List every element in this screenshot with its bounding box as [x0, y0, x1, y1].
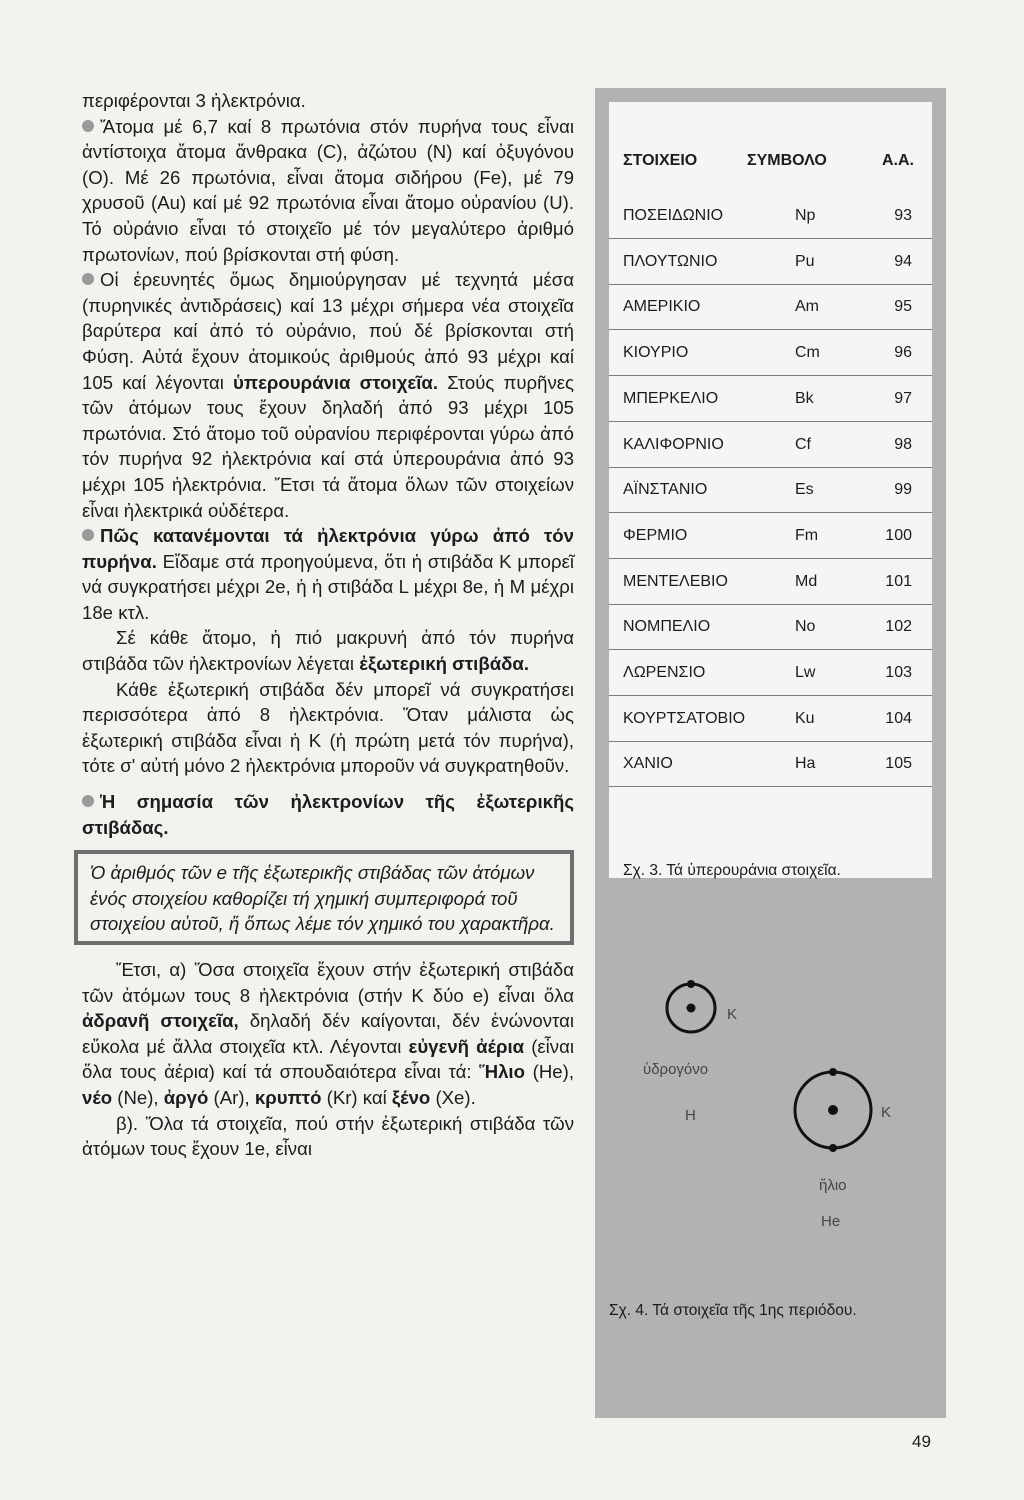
element-symbol: Bk: [795, 389, 814, 407]
term-xenon: ξένο: [391, 1086, 431, 1108]
table-row: [609, 238, 932, 285]
header-atomic-number: Α.Α.: [882, 152, 914, 169]
page-number: 49: [912, 1432, 931, 1451]
atomic-number: 101: [885, 572, 912, 590]
term-hyperuranium: ὑπερουράνια στοιχεῖα.: [233, 371, 438, 393]
term-noble-gases: εὐγενῆ ἀέρια: [408, 1035, 525, 1057]
paragraph-text: (He),: [524, 1061, 574, 1083]
paragraph-text: (Xe).: [430, 1086, 476, 1108]
element-symbol: Fm: [795, 526, 819, 544]
term-helium: Ἥλιο: [479, 1061, 525, 1083]
element-name: ΦΕΡΜΙΟ: [623, 526, 688, 544]
element-symbol: Md: [795, 572, 818, 590]
atomic-number: 104: [885, 709, 912, 727]
bullet-icon: [82, 795, 94, 807]
table-row: [609, 512, 932, 559]
figure-3-caption: Σχ. 3. Τά ὑπερουράνια στοιχεῖα.: [623, 862, 841, 879]
text-column: [82, 88, 574, 1162]
paragraph-text: Οἱ ἐρευνητές ὅμως δημιούργησαν μέ τεχνητά μέσα (πυρηνικές ἀντιδράσεις) καί 13 μέχρι σήμερα νέα στοιχεῖα βαρύτερα καί ἀπό τό οὐράνιο, πού δέ βρίσκονται στή Φύση. Αὐτά ἔχουν ἀτομικούς ἀριθμούς ἀπό 93 μέχρι καί 105 καί λέγονται: [82, 269, 574, 393]
paragraph-text: δηλαδή δέν καίγονται, δέν ἑνώνονται εὔκολα μέ ἄλλα στοιχεῖα κτλ. Λέγονται: [82, 1010, 574, 1057]
bullet-icon: [82, 529, 94, 541]
helium-electron: [829, 1068, 837, 1076]
paragraph-text: Ἔτσι, α) Ὅσα στοιχεῖα ἔχουν στήν ἐξωτερική στιβάδα τῶν ἀτόμων τους 8 ἠλεκτρόνια (στήν Κ δύο e) εἶναι ὅλα: [82, 959, 574, 1006]
atomic-number: 96: [894, 344, 912, 362]
paragraph: β). Ὅλα τά στοιχεῖα, πού στήν ἐξωτερική στιβάδα τῶν ἀτόμων τους ἔχουν 1e, εἶναι: [82, 1112, 574, 1160]
paragraph-text: Στούς πυρῆνες τῶν ἀτόμων τους ἔχουν δηλαδή ἀπό 93 μέχρι 105 πρωτόνια. Στό ἄτομο τοῦ οὐρανίου περιφέρονται γύρω ἀπό τόν πυρήνα 92 ἠλεκτρόνια καί στά ὑπερουράνια ἀπό 93 μέχρι 105 ἠλεκτρόνια. Ἔτσι τά ἄτομα ὅλων τῶν στοιχείων εἶναι ἠλεκτρικά οὐδέτερα.: [82, 371, 575, 521]
paragraph: [82, 267, 574, 523]
bullet-icon: [82, 120, 94, 132]
element-symbol: Am: [795, 298, 819, 316]
element-name: ΑΜΕΡΙΚΙΟ: [623, 298, 701, 316]
table-row: [609, 283, 932, 330]
paragraph-text: (Ne),: [112, 1086, 164, 1108]
element-symbol: Lw: [795, 664, 816, 681]
heading-text: Ἡ σημασία τῶν ἠλεκτρονίων τῆς ἐξωτερικῆς στιβάδας.: [82, 791, 574, 838]
element-name: ΚΑΛΙΦΟΡΝΙΟ: [623, 435, 724, 453]
helium-shell-label: Κ: [881, 1104, 892, 1121]
element-symbol: Cf: [795, 435, 811, 453]
element-symbol: Cm: [795, 344, 820, 362]
helium-name: ἥλιο: [819, 1177, 847, 1194]
table-row: [609, 375, 932, 422]
section-heading: Πῶς κατανέμονται τά ἠλεκτρόνια γύρω ἀπό τόν πυρήνα.: [82, 525, 574, 572]
bullet-icon: [82, 273, 94, 285]
paragraph: [82, 957, 574, 1111]
table-row: [609, 192, 932, 239]
element-name: ΛΩΡΕΝΣΙΟ: [623, 664, 706, 681]
paragraph: [82, 523, 574, 625]
table-row: [609, 695, 932, 742]
term-inert: ἀδρανῆ στοιχεῖα,: [82, 1010, 239, 1032]
element-symbol: Ha: [795, 755, 816, 773]
element-symbol: No: [795, 618, 816, 636]
paragraph: [82, 625, 574, 676]
term-argon: ἀργό: [163, 1086, 209, 1108]
atomic-number: 97: [894, 389, 912, 407]
element-name: ΚΙΟΥΡΙΟ: [623, 344, 689, 362]
paragraph: Κάθε ἐξωτερική στιβάδα δέν μπορεῖ νά συγκρατήσει περισσότερα ἀπό 8 ἠλεκτρόνια. Ὅταν μάλιστα ὡς ἐξωτερική στιβάδα εἶναι ἡ Κ (ἡ πρώτη μετά τόν πυρήνα), τότε σ' αὐτή μόνο 2 ἠλεκτρόνια μποροῦν νά συγκρατηθοῦν.: [82, 678, 574, 777]
atomic-number: 94: [894, 252, 912, 270]
atomic-number: 102: [885, 618, 912, 636]
element-name: ΜΠΕΡΚΕΛΙΟ: [623, 389, 719, 407]
helium-electron: [829, 1144, 837, 1152]
paragraph-text: Σέ κάθε ἄτομο, ἡ πιό μακρυνή ἀπό τόν πυρήνα στιβάδα τῶν ἠλεκτρονίων λέγεται: [82, 627, 574, 675]
hydrogen-name: ὑδρογόνο: [643, 1061, 709, 1078]
term-krypton: κρυπτό: [254, 1086, 322, 1108]
atomic-number: 100: [885, 526, 912, 544]
paragraph-text: Ἄτομα μέ 6,7 καί 8 πρωτόνια στόν πυρήνα τους εἶναι ἀντίστοιχα ἄτομα ἄνθρακα (C), ἀζώτου (Ν) καί ὀξυγόνου (O). Μέ 26 πρωτόνια, εἶναι ἄτομα σιδήρου (Fe), μέ 79 χρυσοῦ (Au) καί μέ 92 πρωτόνια εἶναι ἄτομο οὐρανίου (U). Τό οὐράνιο εἶναι τό στοιχεῖο μέ τόν μεγαλύτερο ἀριθμό πρωτονίων, πού βρίσκονται στή φύση.: [82, 115, 574, 265]
hydrogen-shell-label: Κ: [727, 1006, 738, 1023]
element-symbol: Np: [795, 207, 816, 224]
atomic-number: 93: [894, 207, 912, 224]
helium-nucleus: [828, 1105, 838, 1115]
hydrogen-nucleus: [687, 1004, 696, 1013]
atomic-number: 99: [894, 481, 912, 499]
section-heading: [82, 789, 574, 840]
table-row: [609, 740, 932, 787]
atom-diagram: [595, 888, 946, 1308]
hydrogen-electron: [687, 980, 695, 988]
hydrogen-symbol: Η: [685, 1107, 696, 1124]
term-outer-shell: ἐξωτερική στιβάδα.: [359, 653, 530, 675]
paragraph: περιφέρονται 3 ἠλεκτρόνια.: [82, 90, 306, 111]
table-row: [609, 603, 932, 650]
term-neon: νέο: [82, 1086, 113, 1108]
element-name: ΧΑΝΙΟ: [623, 755, 673, 773]
highlight-box: Ὁ ἀριθμός τῶν e τῆς ἐξωτερικῆς στιβάδας τῶν ἀτόμων ἑνός στοιχείου καθορίζει τή χημική συμπεριφορά τοῦ στοιχείου αὐτοῦ, ἤ ὅπως λέμε τόν χημικό του χαρακτῆρα.: [74, 850, 574, 945]
atomic-number: 103: [885, 664, 912, 681]
atomic-number: 95: [894, 298, 912, 316]
element-name: ΚΟΥΡΤΣΑΤΟΒΙΟ: [623, 709, 746, 727]
element-name: ΝΟΜΠΕΛΙΟ: [623, 618, 711, 636]
table-row: [609, 329, 932, 376]
element-symbol: Pu: [795, 252, 815, 270]
helium-symbol: He: [821, 1213, 841, 1230]
header-element: ΣΤΟΙΧΕΙΟ: [623, 152, 698, 169]
element-name: ΠΟΣΕΙΔΩΝΙΟ: [623, 207, 724, 224]
hyperuranium-table: [609, 102, 932, 878]
paragraph-text: (εἶναι ὅλα τους ἀέρια) καί τά σπουδαιότερα εἶναι τά:: [82, 1035, 574, 1083]
atomic-number: 105: [885, 755, 912, 773]
element-name: ΑΪΝΣΤΑΝΙΟ: [623, 481, 708, 499]
paragraph: [82, 114, 574, 268]
table-row: [609, 466, 932, 513]
figure-panel: [595, 88, 946, 1418]
atomic-number: 98: [894, 435, 912, 453]
element-symbol: Ku: [795, 709, 815, 727]
paragraph-text: Εἴδαμε στά προηγούμενα, ὅτι ἡ στιβάδα Κ μπορεῖ νά συγκρατήσει μέχρι 2e, ἡ ἡ στιβάδα L μέχρι 8e, ἡ Μ μέχρι 18e κτλ.: [82, 550, 574, 623]
table-row: [609, 421, 932, 468]
paragraph-text: (Kr) καί: [321, 1086, 392, 1108]
header-symbol: ΣΥΜΒΟΛΟ: [747, 152, 827, 169]
element-symbol: Es: [795, 481, 814, 499]
element-name: ΜΕΝΤΕΛΕΒΙΟ: [623, 572, 728, 590]
figure-4-caption: Σχ. 4. Τά στοιχεῖα τῆς 1ης περιόδου.: [609, 1302, 857, 1319]
table-row: [609, 649, 932, 696]
paragraph-text: (Ar),: [208, 1086, 255, 1108]
table-row: [609, 558, 932, 605]
element-name: ΠΛΟΥΤΩΝΙΟ: [623, 252, 718, 270]
